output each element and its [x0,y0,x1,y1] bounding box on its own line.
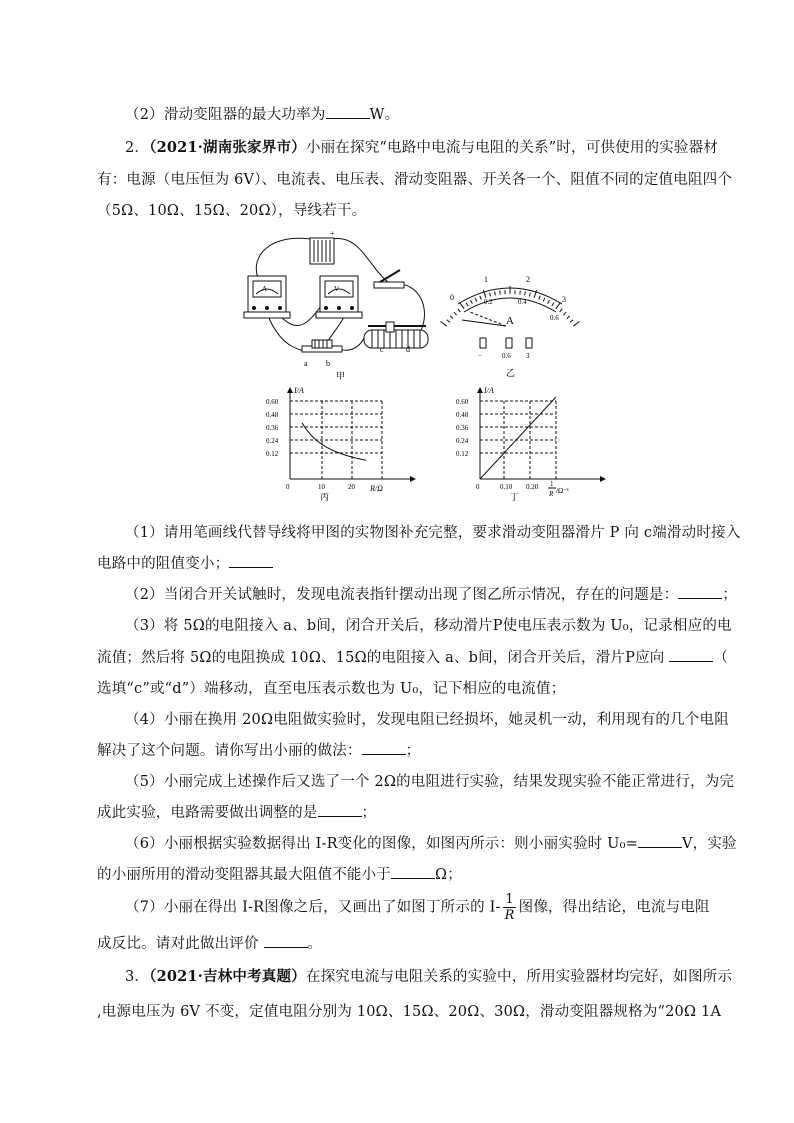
svg-text:0.60: 0.60 [266,398,279,406]
svg-text:0.12: 0.12 [456,450,469,458]
q1-part2: （2）滑动变阻器的最大功率为 W。 [125,107,400,123]
q2-stem-line1: 2．（2021·湖南张家界市）小丽在探究“电路中电流与电阻的关系”时，可供使用的实验器材 [125,139,719,156]
q2-source: （2021·湖南张家界市） [149,139,306,156]
q2-sub3-line1: （3）将 5Ω的电阻接入 a、b间，闭合开关后，移动滑片P使电压表示数为 U₀，记录相应的电 [125,618,732,634]
fixed-resistor [302,340,342,368]
q2-sub1-line2: 电路中的阻值变小； [97,552,273,573]
svg-text:20: 20 [348,483,355,491]
answer-blank[interactable] [362,742,406,755]
svg-text:I/A: I/A [294,386,304,395]
answer-blank[interactable] [638,835,682,848]
q3-stem-line2: ,电源电压为 6V 不变，定值电阻分别为 10Ω、15Ω、20Ω、30Ω，滑动变阻器规格为“20Ω 1A [97,1004,722,1020]
answer-blank[interactable] [318,804,362,817]
svg-text:0: 0 [286,483,290,491]
wire [256,238,310,278]
svg-text:0.6: 0.6 [502,352,511,360]
answer-blank[interactable] [264,935,308,948]
voltmeter [316,276,362,318]
q2-sub5-line2: 成此实验，电路需要做出调整的是 ； [97,805,377,821]
figure-jia-circuit [240,226,440,382]
q2-sub4-line2: 解决了这个问题。请你写出小丽的做法： ； [97,743,421,759]
rheostat [364,322,428,354]
svg-text:I/A: I/A [484,386,494,395]
fraction-one-over-r: $\frac{1}{R}$ [504,892,515,923]
svg-text:0.48: 0.48 [266,411,279,419]
svg-text:0.60: 0.60 [456,398,469,406]
svg-text:A: A [506,315,514,327]
figure-caption: 丁 [510,492,520,502]
figure-caption: 丙 [320,492,330,502]
q2-sub2: （2）当闭合开关试触时，发现电流表指针摆动出现了图乙所示情况，存在的问题是： ； [125,587,738,603]
curve-i-r [302,423,366,461]
svg-text:0.20: 0.20 [526,483,539,491]
q3-stem-line1: 3．（2021·吉林中考真题）在探究电流与电阻关系的实验中，所用实验器材均完好，如图所示 [125,968,733,985]
svg-text:0: 0 [476,483,480,491]
answer-blank[interactable] [229,555,273,568]
q2-sub7-line1: （7）小丽在得出 I-R图像之后，又画出了如图丁所示的 I- $\frac{1}{R}$ 图像，得出结论，电流与电阻 [125,892,710,923]
svg-text:−: − [478,352,482,360]
svg-text:0.24: 0.24 [266,437,279,445]
svg-text:d: d [406,345,410,354]
svg-text:1: 1 [484,275,488,284]
q2-sub1-line1: （1）请用笔画线代替导线将甲图的实物图补充完整，要求滑动变阻器滑片 P 向 c端滑动时接入 [125,525,741,541]
q2-stem-line3: （5Ω、10Ω、15Ω、20Ω），导线若干。 [97,203,367,219]
svg-text:3: 3 [526,352,530,360]
svg-text:R/Ω: R/Ω [370,484,383,493]
answer-blank[interactable] [391,866,435,879]
svg-text:+: + [330,229,335,238]
figure-yi-ammeter [440,262,580,378]
line-i-inverse-r [480,397,556,479]
svg-text:b: b [326,359,330,368]
figure-caption: 甲 [336,371,346,381]
answer-blank[interactable] [326,106,370,119]
svg-text:10: 10 [318,483,325,491]
figure-bing-graph [262,383,422,503]
answer-blank[interactable] [669,649,713,662]
svg-text:c: c [380,345,384,354]
svg-text:0.12: 0.12 [266,450,279,458]
q2-sub6-line1: （6）小丽根据实验数据得出 I-R变化的图像，如图丙所示：则小丽实验时 U₀= V，实验 [125,836,737,852]
answer-blank[interactable] [678,586,722,599]
meter-terminals [478,338,532,360]
svg-text:2: 2 [526,275,530,284]
svg-text:V: V [334,285,340,293]
svg-text:3: 3 [562,295,566,304]
svg-text:1: 1 [550,480,554,488]
svg-text:a: a [304,359,308,368]
svg-text:0.36: 0.36 [456,424,469,432]
svg-text:A: A [262,285,268,293]
figure-caption: 乙 [506,368,516,378]
ammeter [244,276,290,318]
q2-sub3-line3: 选填“c”或“d”）端移动，直至电压表示数也为 U₀，记下相应的电流值； [97,681,566,697]
svg-text:0.48: 0.48 [456,411,469,419]
figure-ding-graph [452,383,612,503]
svg-text:0.2: 0.2 [484,298,493,306]
q2-sub4-line1: （4）小丽在换用 20Ω电阻做实验时，发现电阻已经损坏，她灵机一动，利用现有的几个电阻 [125,712,729,728]
q2-sub6-line2: 的小丽所用的滑动变阻器其最大阻值不能小于 Ω； [97,867,462,883]
svg-text:0: 0 [450,293,454,302]
q1-part2-text: （2）滑动变阻器的最大功率为 [125,107,326,123]
svg-text:/Ω⁻¹: /Ω⁻¹ [556,487,569,495]
svg-text:0.6: 0.6 [550,314,559,322]
svg-text:0.24: 0.24 [456,437,469,445]
battery [310,229,335,264]
q2-sub7-line2: 成反比。请对此做出评价 。 [97,936,323,952]
q3-source: （2021·吉林中考真题） [149,968,306,985]
svg-text:0.10: 0.10 [500,483,513,491]
svg-text:R: R [549,490,554,498]
q2-stem-line2: 有：电源（电压恒为 6V）、电流表、电压表、滑动变阻器、开关各一个、阻值不同的定值电阻四个 [97,172,733,188]
svg-text:0.36: 0.36 [266,424,279,432]
q2-sub5-line1: （5）小丽完成上述操作后又选了一个 2Ω的电阻进行实验，结果发现实验不能正常进行，为完 [125,774,735,790]
q2-sub3-line2: 流值；然后将 5Ω的电阻换成 10Ω、15Ω的电阻接入 a、b间，闭合开关后，滑片P应向 （ [97,650,729,666]
svg-text:0.4: 0.4 [518,298,527,306]
